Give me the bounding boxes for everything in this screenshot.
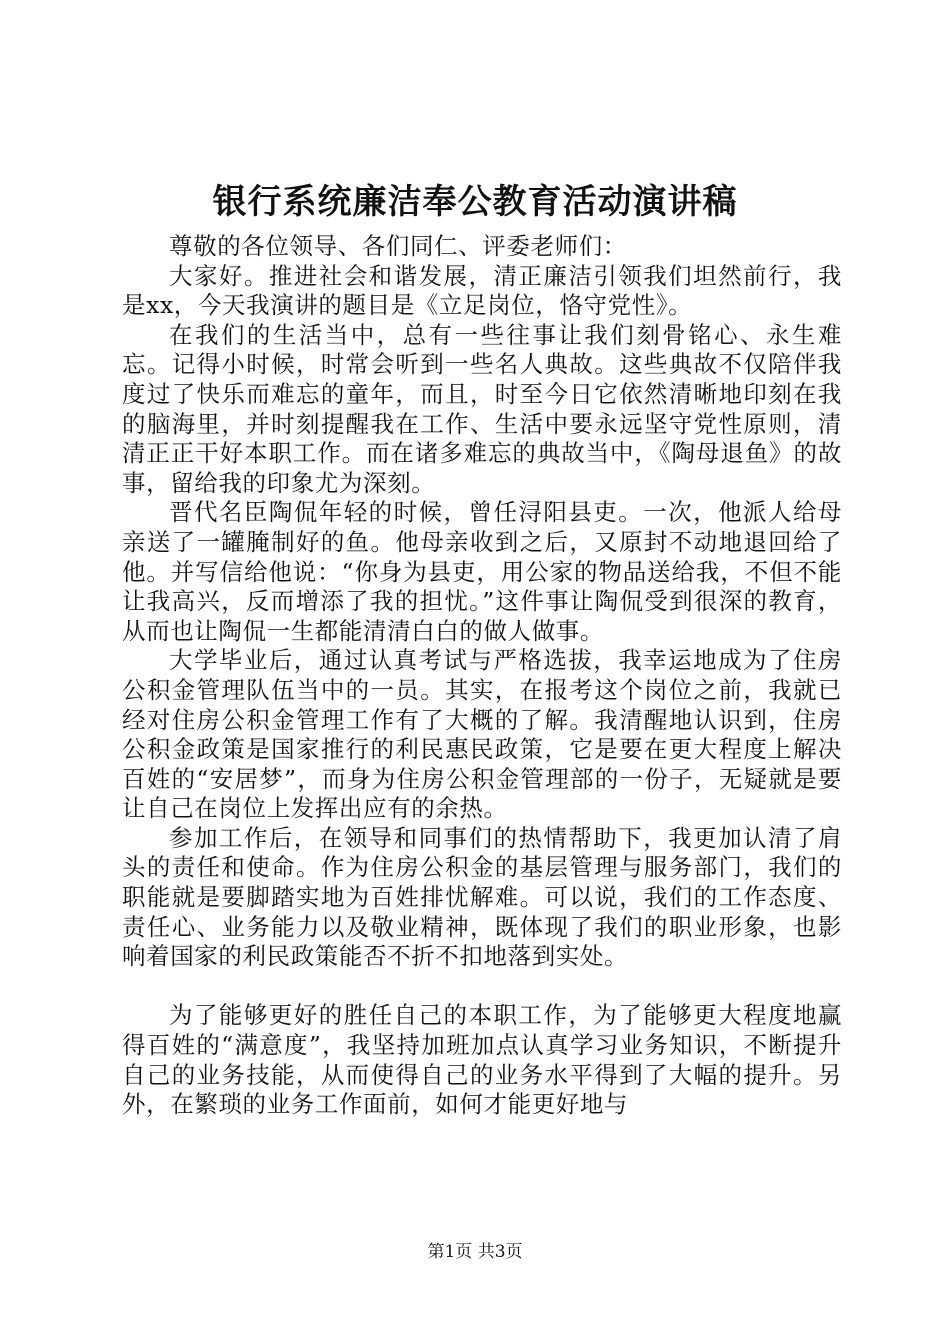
paragraph-salutation: 尊敬的各位领导、各们同仁、评委老师们： (169, 232, 627, 260)
paragraph-tao-story: 晋代名臣陶侃年轻的时候，曾任浔阳县吏。一次，他派人给母亲送了一罐腌制好的鱼。他母亲收到之后，又原封不动地退回给了他。并写信给他说：“你身为县吏，用公家的物品送给我，不但不能让我高兴，反而增添了我的担忧。”这件事让陶侃受到很深的教育，从而也让陶侃一生都能清清白白的做人做事。 (122, 498, 842, 645)
document-title: 银行系统廉洁奉公教育活动演讲稿 (212, 182, 738, 222)
paragraph-after-graduation: 大学毕业后，通过认真考试与严格选拔，我幸运地成为了住房公积金管理队伍当中的一员。其实，在报考这个岗位之前，我就已经对住房公积金管理工作有了大概的了解。我清醒地认识到，住房公积金政策是国家推行的利民惠民政策，它是要在更大程度上解决百姓的“安居梦”，而身为住房公积金管理部的一份子，无疑就是要让自己在岗位上发挥出应有的余热。 (122, 646, 842, 823)
paragraph-greeting: 大家好。推进社会和谐发展，清正廉洁引领我们坦然前行，我是xx，今天我演讲的题目是《立足岗位，恪守党性》。 (122, 261, 842, 320)
page-number-footer: 第1页 共3页 (427, 1242, 523, 1262)
paragraph-self-improvement: 为了能够更好的胜任自己的本职工作，为了能够更大程度地赢得百姓的“满意度”，我坚持加班加点认真学习业务知识，不断提升自己的业务技能，从而使得自己的业务水平得到了大幅的提升。另外，在繁琐的业务工作面前，如何才能更好地与 (122, 1001, 842, 1119)
paragraph-memories: 在我们的生活当中，总有一些往事让我们刻骨铭心、永生难忘。记得小时候，时常会听到一些名人典故。这些典故不仅陪伴我度过了快乐而难忘的童年，而且，时至今日它依然清晰地印刻在我的脑海里，并时刻提醒我在工作、生活中要永远坚守党性原则，清清正正干好本职工作。而在诸多难忘的典故当中，《陶母退鱼》的故事，留给我的印象尤为深刻。 (122, 320, 842, 497)
document-body (122, 232, 842, 1120)
paragraph-at-work: 参加工作后，在领导和同事们的热情帮助下，我更加认清了肩头的责任和使命。作为住房公积金的基层管理与服务部门，我们的职能就是要脚踏实地为百姓排忧解难。可以说，我们的工作态度、责任心、业务能力以及敬业精神，既体现了我们的职业形象，也影响着国家的利民政策能否不折不扣地落到实处。 (122, 823, 842, 971)
